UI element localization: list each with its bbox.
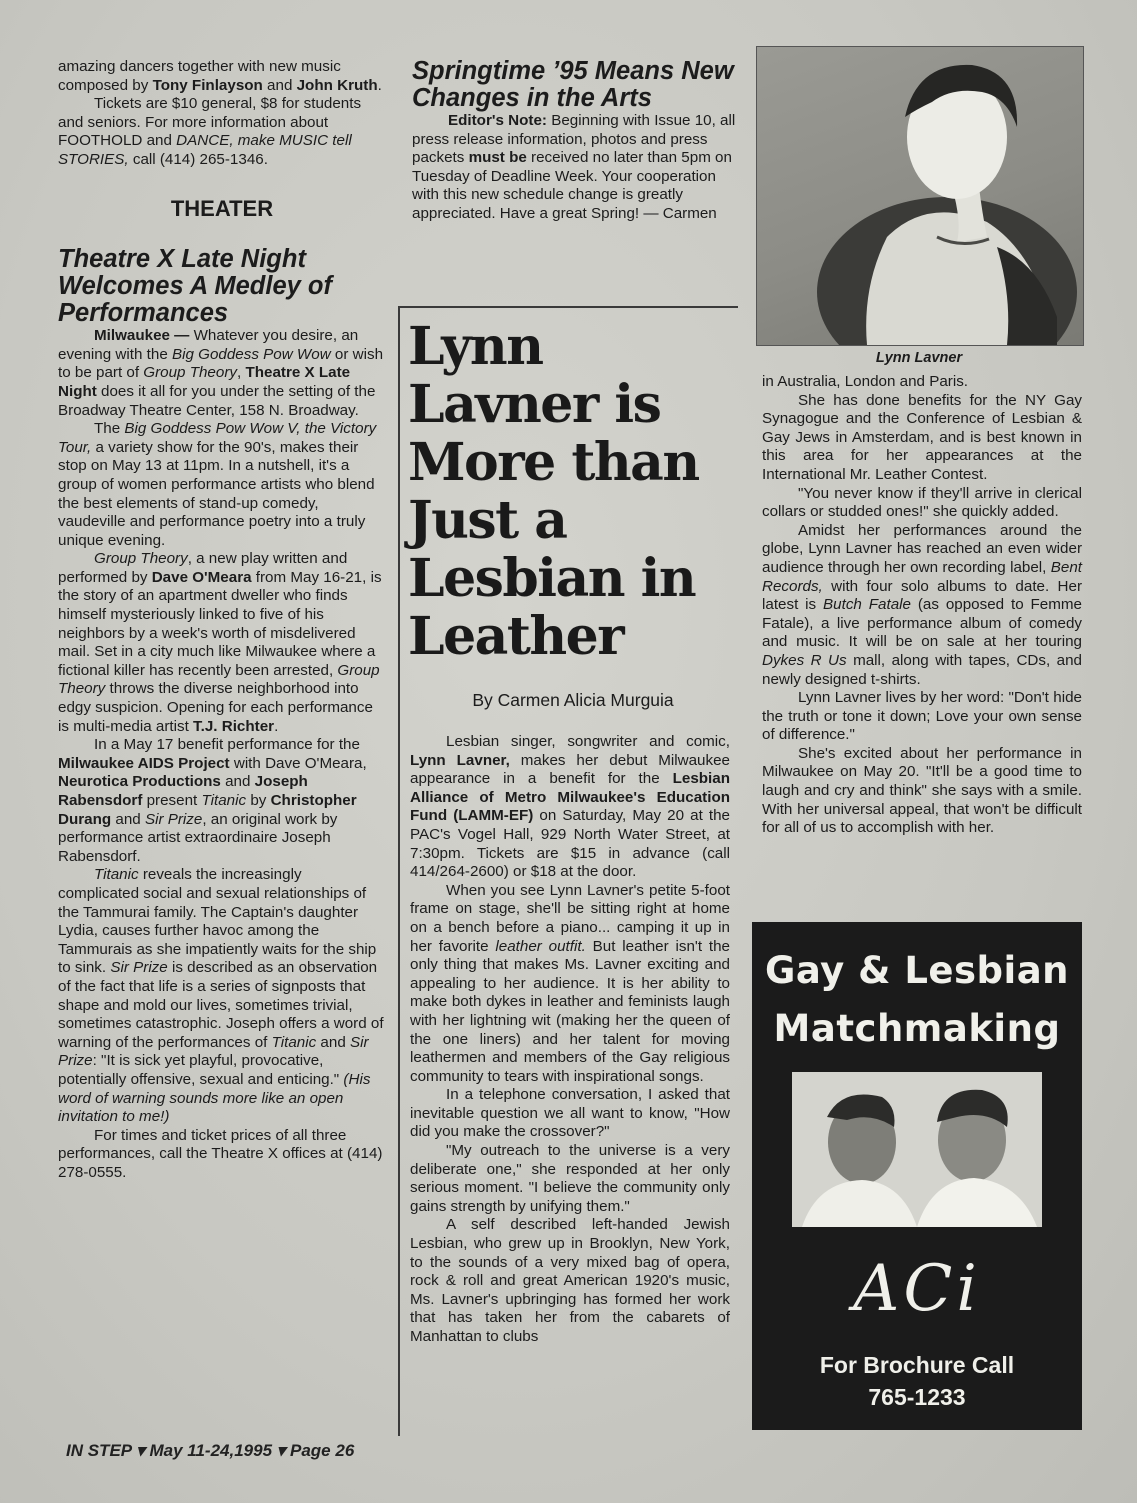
text: throws the diverse neighborhood into edgy suspicion. Opening for each performance is multi-media artist	[58, 680, 373, 735]
text: .	[377, 76, 382, 94]
ad-title-line: Matchmaking	[773, 1007, 1061, 1050]
editors-note-paragraph	[412, 112, 737, 224]
text: is described as an observation of the fact that life is a series of signposts that shape and mold our lives, sometimes trivial, sometimes catastrophic. Joseph offers a word of warning of the performances of	[58, 959, 384, 1051]
page-footer: IN STEP ▾ May 11-24,1995 ▾ Page 26	[66, 1441, 355, 1460]
show-title: Titanic	[271, 1033, 317, 1051]
editors-note-block	[412, 58, 737, 224]
org-name: Milwaukee AIDS Project	[58, 754, 230, 772]
text: or wish to be part of	[58, 345, 384, 382]
org-name: Lesbian Alliance of Metro Milwaukee's Education Fund (LAMM-EF)	[410, 770, 730, 825]
article-paragraph: She has done benefits for the NY Gay Synagogue and the Conference of Lesbian & Gay Jews in Amsterdam, and is best known in this area for her appearances at the International Mr. Leather Contest.	[762, 391, 1082, 483]
text: and	[262, 76, 297, 94]
show-title: Big Goddess Pow Wow V, the Victory Tour,	[58, 420, 377, 456]
article-headline: Lynn Lavner is More than Just a Lesbian in Leather	[408, 316, 699, 667]
show-title: Sir Prize	[110, 959, 168, 977]
article-column-right	[762, 373, 1082, 838]
lynn-lavner-photo	[756, 46, 1084, 346]
tickets-paragraph	[58, 95, 386, 169]
text: and	[316, 1033, 350, 1051]
text: makes her debut Milwaukee appearance in a benefit for the	[410, 751, 730, 788]
show-title: Big Goddess Pow Wow	[171, 345, 331, 363]
text: does it all for you under the setting of the Broadway Theatre Center, 158 N. Broadway.	[58, 382, 376, 419]
text: Amidst her performances around the globe, Lynn Lavner has reached an even wider audience through her own recording label,	[762, 521, 1082, 576]
show-title: Titanic	[201, 792, 247, 809]
portrait-illustration	[757, 47, 1083, 345]
org-name: Neurotica Productions	[58, 773, 221, 791]
composer-name: John Kruth	[296, 76, 378, 94]
dance-intro-paragraph	[58, 58, 386, 95]
text: Tickets are $10 general, $8 for students and seniors. For more information about FOOTHOLD and	[58, 95, 362, 150]
text: mall, along with tapes, CDs, and newly designed t-shirts.	[762, 651, 1082, 688]
person-name: T.J. Richter	[193, 717, 275, 735]
text: In a May 17 benefit performance for the	[94, 736, 360, 754]
person-name: Lynn Lavner,	[410, 751, 510, 769]
emphasis: leather outfit.	[495, 937, 586, 955]
text: by	[246, 792, 271, 809]
article-column-middle	[410, 733, 730, 1347]
text: with four solo albums to date. Her latest is	[762, 577, 1082, 614]
text: from May 16-21, is the story of an apartment dweller who finds himself mysteriously linked to five of his neighbors by a week's worth of misdelivered mail. Set in a city much like Milwaukee where a fictional killer has recently been arrested,	[58, 568, 382, 679]
show-title: Sir Prize	[144, 810, 203, 828]
text: : "It is sick yet playful, provocative, potentially offensive, sexual and enticing."	[58, 1052, 344, 1088]
article-paragraph	[410, 882, 730, 1087]
text: on Saturday, May 20 at the PAC's Vogel Hall, 929 North Water Street, at 7:30pm. Tickets are $15 in advance (call 414/264-2600) or $18 at the door.	[410, 807, 730, 881]
theatre-paragraph	[58, 866, 386, 1126]
couple-illustration	[792, 1072, 1042, 1227]
article-paragraph: In a telephone conversation, I asked that inevitable question we all want to know, "How did you make the crossover?"	[410, 1086, 730, 1141]
theatre-headline: Theatre X Late Night Welcomes A Medley of Performances	[58, 245, 332, 328]
ad-call-to-action	[752, 1349, 1082, 1413]
text: call (414) 265-1346.	[128, 150, 268, 168]
theatre-paragraph	[58, 736, 386, 866]
album-title: Butch Fatale	[823, 596, 911, 614]
text: Whatever you desire, an evening with the	[58, 327, 359, 363]
text: Beginning with Issue 10, all press release information, photos and press packets	[412, 112, 736, 167]
text: a variety show for the 90's, makes their stop on May 13 at 11pm. In a nutshell, it's a group of women performance artists who blend the best elements of stand-up comedy, vaudeville and performance poetry into a truly unique evening.	[58, 438, 375, 549]
article-paragraph: "My outreach to the universe is a very deliberate one," she responded at her only serious moment. "I believe the community only gains strength by unifying them."	[410, 1142, 730, 1215]
text: But leather isn't the only thing that makes Ms. Lavner exciting and appealing to her audience. It is her ability to make both dykes in leather and feminists laugh with her lightning wit (making her the queen of the one liners) and her talent for moving leathermen and members of the Gay religious community to tears with inspirational songs.	[410, 937, 730, 1085]
dateline: Milwaukee —	[94, 327, 190, 345]
text: .	[274, 717, 279, 735]
text: Lesbian singer, songwriter and comic,	[446, 733, 730, 750]
text: When you see Lynn Lavner's petite 5-foot frame on stage, she'll be sitting right at home on a bench before a piano... camping it up in her favorite	[410, 881, 730, 955]
article-paragraph: "You never know if they'll arrive in clerical collars or studded ones!" she quickly added.	[762, 484, 1082, 521]
article-paragraph: in Australia, London and Paris.	[762, 373, 969, 390]
show-title: Group Theory	[94, 550, 188, 568]
aside: (His word of warning sounds more like an open invitation to me!)	[58, 1070, 371, 1126]
text: (as opposed to Femme Fatale), a live performance album of comedy and music. It will be on sale at her touring	[762, 596, 1082, 651]
ad-call-line: For Brochure Call	[819, 1352, 1015, 1378]
person-name: Joseph Rabensdorf	[58, 773, 308, 809]
show-title: DANCE, make MUSIC tell STORIES,	[58, 132, 352, 168]
mall-name: Dykes R Us	[762, 651, 847, 669]
byline: By Carmen Alicia Murguia	[472, 690, 674, 710]
text: , a new play written and performed by	[58, 550, 348, 586]
text: The	[94, 420, 125, 438]
text: and	[220, 773, 255, 791]
theatre-paragraph	[58, 550, 386, 736]
article-paragraph: Lynn Lavner lives by her word: "Don't hide the truth or tone it down; Love your own sense of difference."	[762, 689, 1082, 744]
show-title: Titanic	[94, 866, 139, 884]
ad-phone-number: 765-1233	[868, 1384, 966, 1410]
show-title: Group Theory	[58, 661, 380, 698]
org-name: Theatre X Late Night	[58, 364, 351, 400]
text: received no later than 5pm on Tuesday of Deadline Week. Your cooperation with this new schedule change is greatly appreciated. Have a great Spring! — Carmen	[412, 149, 732, 222]
vertical-rule	[398, 306, 400, 1436]
composer-name: Tony Finlayson	[152, 76, 263, 94]
aci-logo: ACi	[853, 1252, 981, 1326]
theatre-paragraph	[58, 420, 386, 550]
label-name: Bent Records,	[762, 558, 1082, 595]
article-paragraph: She's excited about her performance in Milwaukee on May 20. "It'll be a good time to laugh and cry and think" she says with a smile. With her universal appeal, that won't be difficult for all of us to accomplish with her.	[762, 744, 1082, 837]
text: with Dave O'Meara,	[229, 754, 367, 772]
text: and	[111, 810, 145, 828]
text: , an original work by performance artist extraordinaire Joseph Rabensdorf.	[58, 810, 338, 865]
theatre-paragraph: For times and ticket prices of all three performances, call the Theatre X offices at (414) 278-0555.	[58, 1126, 383, 1181]
section-heading: THEATER	[170, 195, 274, 221]
springtime-headline: Springtime ’95 Means New Changes in the Arts	[412, 57, 734, 112]
show-title: Group Theory	[143, 364, 237, 382]
article-paragraph	[410, 733, 730, 882]
article-paragraph	[762, 522, 1082, 689]
person-name: Christopher Durang	[58, 792, 357, 828]
article-paragraph: A self described left-handed Jewish Lesbian, who grew up in Brooklyn, New York, to the sounds of a very mixed bag of opera, rock & roll and great American 1920's music, Ms. Lavner's upbringing has formed her work that has taken her from the cabarets of Manhattan to clubs	[410, 1216, 730, 1345]
note-label: Editor's Note:	[448, 112, 547, 129]
theatre-paragraph	[58, 327, 386, 420]
text: amazing dancers together with new music composed by	[58, 58, 341, 94]
horizontal-rule	[398, 306, 738, 308]
text: reveals the increasingly complicated social and sexual relationships of the Tammurai family. The Captain's daughter Lydia, causes further havoc among the Tammurais as she impatiently waits for the ship to sink.	[58, 866, 377, 977]
matchmaking-ad	[752, 922, 1082, 1430]
photo-caption: Lynn Lavner	[875, 350, 963, 366]
ad-photo	[792, 1072, 1042, 1227]
ad-title-line: Gay & Lesbian	[764, 949, 1070, 992]
left-column	[58, 58, 386, 1182]
person-name: Dave O'Meara	[151, 568, 252, 586]
show-title: Sir Prize	[58, 1033, 369, 1070]
text: ,	[236, 364, 246, 382]
ad-title	[752, 942, 1082, 1058]
text: present	[142, 792, 202, 809]
emphasis: must be	[468, 149, 527, 167]
